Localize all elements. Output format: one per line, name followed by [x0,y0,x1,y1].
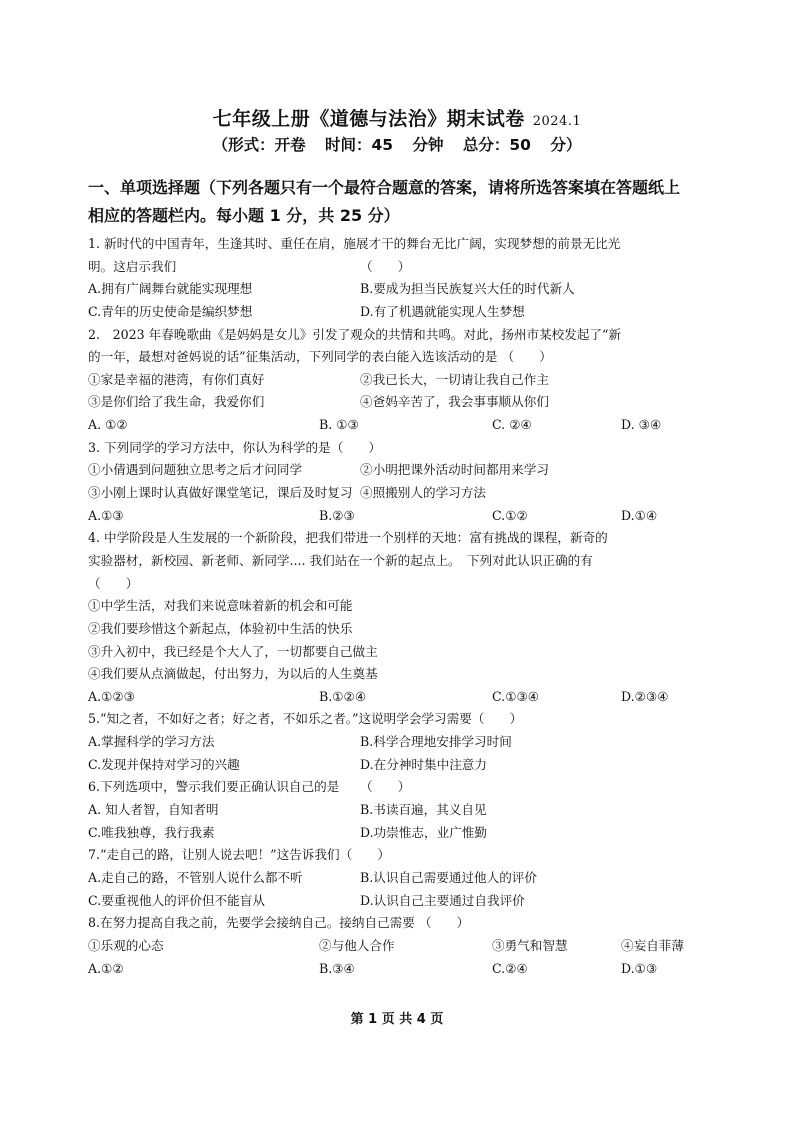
question-text-b: B. ①③ [319,417,359,433]
question-text-b: （ ） [360,258,411,274]
question-text-a: ①小倩遇到问题独立思考之后才问同学 [88,462,303,478]
question-text-a: 3. 下列同学的学习方法中，你认为科学的是（ ） [88,439,382,455]
question-line [88,867,718,890]
question-text-a: ②我们要珍惜这个新起点，体验初中生活的快乐 [88,620,353,636]
question-line [88,573,718,596]
question-text-d: D. ③④ [621,417,662,433]
question-line [88,708,718,731]
question-line [88,595,718,618]
question-line [88,233,718,256]
question-line [88,369,718,392]
question-line [88,437,718,460]
question-text-a: A. 知人者智，自知者明 [88,802,219,818]
exam-title [0,104,794,131]
question-text-a: ③是你们给了我生命，我爱你们 [88,394,265,410]
question-text-b: D.功崇惟志，业广惟勤 [360,824,487,840]
question-line [88,754,718,777]
question-line [88,256,718,279]
question-text-b: ④照搬别人的学习方法 [360,485,486,501]
question-text-c: ③勇气和智慧 [492,937,568,953]
question-text-a: 5.“知之者，不如好之者；好之者，不如乐之者。”这说明学会学习需要（ ） [88,711,523,727]
question-text-b: B.③④ [319,960,355,976]
question-text-a: ③升入初中，我已经是个大人了，一切都要自己做主 [88,643,378,659]
question-list [88,233,718,980]
exam-date: 2024.1 [532,114,582,129]
question-text-a: 6.下列选项中，警示我们要正确认识自己的是 [88,779,340,795]
question-text-b: D.有了机遇就能实现人生梦想 [360,303,525,319]
question-line [88,663,718,686]
question-text-a: ④我们要从点滴做起，付出努力，为以后的人生奠基 [88,666,378,682]
question-text-b: （ ） [360,779,411,795]
question-text-b: D.认识自己主要通过自我评价 [360,892,525,908]
question-text-c: C.②④ [492,960,528,976]
question-text-a: ③小刚上课时认真做好课堂笔记，课后及时复习 [88,485,353,501]
question-text-b: D.在分神时集中注意力 [360,756,487,772]
question-line [88,618,718,641]
question-text-c: C.①③④ [492,688,540,704]
question-text-c: C.①② [492,507,528,523]
question-line [88,958,718,981]
question-line [88,844,718,867]
question-text-d: D.①③ [621,960,658,976]
question-text-d: D.②③④ [621,688,669,704]
question-text-b: ②小明把课外活动时间都用来学习 [360,462,549,478]
question-text-a: 8.在努力提高自我之前，先要学会接纳自己。接纳自己需要 （ ） [88,915,470,931]
exam-subtitle: （形式：开卷 时间：45 分钟 总分：50 分） [212,136,582,154]
question-text-a: ①乐观的心态 [88,937,164,953]
question-text-a: 4. 中学阶段是人生发展的一个新阶段，把我们带进一个别样的天地：富有挑战的课程，新奇的 [88,530,608,546]
section-heading-line-2: 相应的答题栏内。每小题 1 分，共 25 分） [88,206,400,225]
question-text-b: B.认识自己需要通过他人的评价 [360,869,537,885]
question-text-a: A.①②③ [88,688,135,704]
question-text-b: ②与他人合作 [319,937,395,953]
question-text-a: 实验器材，新校园、新老师、新同学.... 我们站在一个新的起点上。 下列对此认识正确的有 [88,552,593,568]
question-text-c: C. ②④ [492,417,532,433]
question-line [88,822,718,845]
question-text-a: A.①③ [88,507,124,523]
question-text-a: 1. 新时代的中国青年，生逢其时、重任在肩，施展才干的舞台无比广阔，实现梦想的前景无比光 [88,236,621,251]
question-text-a: A.①② [88,960,124,976]
question-text-a: A.拥有广阔舞台就能实现理想 [88,281,253,297]
page-footer: 第 1 页 共 4 页 [350,1012,444,1027]
question-text-a: ①家是幸福的港湾，有你们真好 [88,371,265,387]
question-text-a: 2. 2023 年春晚歌曲《是妈妈是女儿》引发了观众的共情和共鸣。对此，扬州市某校发起了“新 [88,326,622,342]
question-line [88,799,718,822]
question-line [88,278,718,301]
question-text-b: B.①②④ [319,688,367,704]
question-line [88,912,718,935]
exam-title-text: 七年级上册《道德与法治》期末试卷 [212,108,525,130]
question-text-a: （ ） [88,575,139,591]
question-line [88,324,718,347]
question-text-a: C.发现并保持对学习的兴趣 [88,756,240,772]
question-text-b: B.书读百遍，其义自见 [360,802,487,818]
question-text-b: B.②③ [319,507,355,523]
question-text-a: 7.“走自己的路，让别人说去吧！”这告诉我们（ ） [88,847,390,863]
question-line [88,641,718,664]
question-text-a: A.掌握科学的学习方法 [88,734,215,750]
question-line [88,527,718,550]
question-text-a: C.唯我独尊，我行我素 [88,824,215,840]
question-line [88,731,718,754]
question-text-b: B.要成为担当民族复兴大任的时代新人 [360,281,575,297]
question-line [88,550,718,573]
question-text-b: ②我已长大，一切请让我自己作主 [360,371,549,387]
question-text-a: A.走自己的路，不管别人说什么都不听 [88,869,303,885]
question-line [88,482,718,505]
question-text-a: 的一年，最想对爸妈说的话”征集活动，下列同学的表白能入选该活动的是 （ ） [88,349,552,365]
question-line [88,935,718,958]
question-line [88,686,718,709]
question-text-a: C.青年的历史使命是编织梦想 [88,303,253,319]
question-line [88,414,718,437]
question-line [88,459,718,482]
question-line [88,301,718,324]
question-line [88,346,718,369]
question-text-a: A. ①② [88,417,128,433]
question-line [88,776,718,799]
question-text-a: ①中学生活，对我们来说意味着新的机会和可能 [88,598,353,614]
question-text-b: B.科学合理地安排学习时间 [360,734,512,750]
question-text-d: ④妄自菲薄 [621,937,684,953]
question-text-a: C.要重视他人的评价但不能盲从 [88,892,265,908]
question-line [88,391,718,414]
question-line [88,890,718,913]
question-text-d: D.①④ [621,507,658,523]
question-text-b: ④爸妈辛苦了，我会事事顺从你们 [360,394,549,410]
section-heading-line-1: 一、单项选择题（下列各题只有一个最符合题意的答案，请将所选答案填在答题纸上 [88,178,681,197]
question-line [88,505,718,528]
question-text-a: 明。这启示我们 [88,258,177,274]
